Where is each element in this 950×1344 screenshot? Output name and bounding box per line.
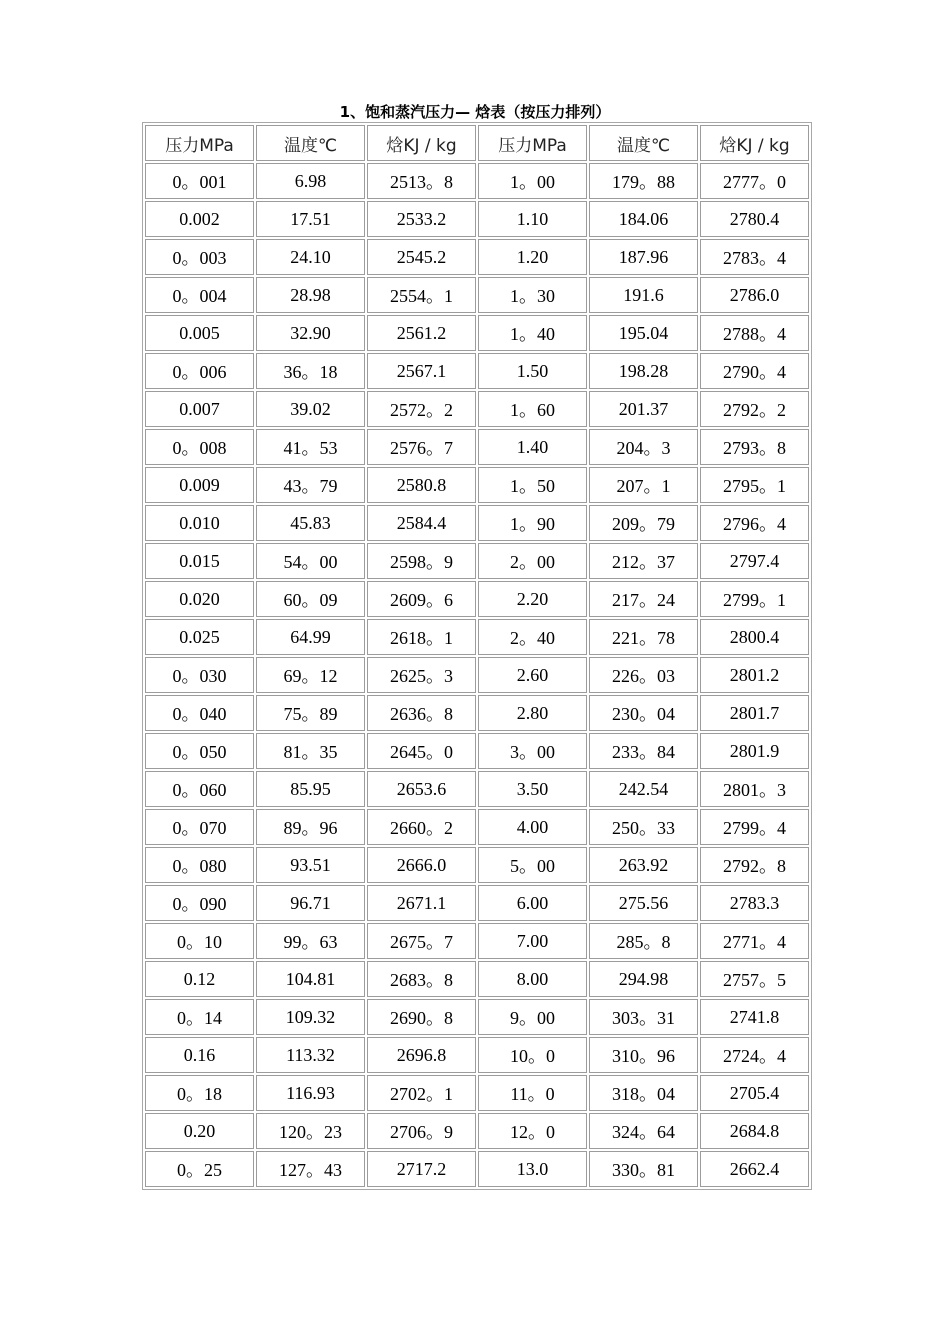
cell-temperature-left: 6.98 (256, 163, 365, 199)
cell-temperature-right: 209。79 (589, 505, 698, 541)
cell-pressure-right: 1。00 (478, 163, 587, 199)
cell-enthalpy-right: 2705.4 (700, 1075, 809, 1111)
cell-temperature-left: 99。63 (256, 923, 365, 959)
cell-pressure-left: 0.20 (145, 1113, 254, 1149)
cell-enthalpy-right: 2771。4 (700, 923, 809, 959)
cell-pressure-left: 0。10 (145, 923, 254, 959)
cell-enthalpy-right: 2797.4 (700, 543, 809, 579)
cell-pressure-right: 1.10 (478, 201, 587, 237)
cell-pressure-right: 8.00 (478, 961, 587, 997)
cell-pressure-right: 1.50 (478, 353, 587, 389)
cell-temperature-right: 310。96 (589, 1037, 698, 1073)
table-row (145, 163, 809, 199)
cell-enthalpy-right: 2741.8 (700, 999, 809, 1035)
cell-temperature-right: 191.6 (589, 277, 698, 313)
cell-pressure-right: 4.00 (478, 809, 587, 845)
cell-pressure-left: 0。001 (145, 163, 254, 199)
cell-pressure-right: 13.0 (478, 1151, 587, 1187)
table-row (145, 923, 809, 959)
cell-enthalpy-right: 2662.4 (700, 1151, 809, 1187)
cell-enthalpy-right: 2792。8 (700, 847, 809, 883)
cell-temperature-left: 60。09 (256, 581, 365, 617)
cell-temperature-right: 250。33 (589, 809, 698, 845)
cell-temperature-left: 28.98 (256, 277, 365, 313)
table-row (145, 885, 809, 921)
cell-temperature-right: 195.04 (589, 315, 698, 351)
cell-enthalpy-left: 2580.8 (367, 467, 476, 503)
cell-pressure-right: 1。60 (478, 391, 587, 427)
table-row (145, 581, 809, 617)
cell-enthalpy-left: 2683。8 (367, 961, 476, 997)
cell-enthalpy-right: 2788。4 (700, 315, 809, 351)
cell-pressure-left: 0.005 (145, 315, 254, 351)
cell-enthalpy-right: 2801.7 (700, 695, 809, 731)
cell-pressure-right: 2。00 (478, 543, 587, 579)
cell-temperature-left: 81。35 (256, 733, 365, 769)
cell-temperature-left: 32.90 (256, 315, 365, 351)
header-pressure-left: 压力MPa (145, 125, 254, 161)
cell-enthalpy-left: 2598。9 (367, 543, 476, 579)
cell-temperature-left: 17.51 (256, 201, 365, 237)
header-enthalpy-right: 焓KJ / kg (700, 125, 809, 161)
cell-temperature-right: 330。81 (589, 1151, 698, 1187)
cell-enthalpy-left: 2561.2 (367, 315, 476, 351)
cell-enthalpy-left: 2618。1 (367, 619, 476, 655)
cell-temperature-right: 201.37 (589, 391, 698, 427)
cell-pressure-left: 0。004 (145, 277, 254, 313)
cell-pressure-right: 3.50 (478, 771, 587, 807)
cell-temperature-left: 41。53 (256, 429, 365, 465)
cell-pressure-left: 0.009 (145, 467, 254, 503)
cell-enthalpy-left: 2717.2 (367, 1151, 476, 1187)
cell-pressure-left: 0。050 (145, 733, 254, 769)
cell-enthalpy-right: 2783.3 (700, 885, 809, 921)
cell-temperature-right: 187.96 (589, 239, 698, 275)
cell-pressure-left: 0.002 (145, 201, 254, 237)
table-row (145, 733, 809, 769)
cell-enthalpy-left: 2513。8 (367, 163, 476, 199)
cell-enthalpy-right: 2801.2 (700, 657, 809, 693)
cell-pressure-left: 0.16 (145, 1037, 254, 1073)
table-row (145, 1151, 809, 1187)
header-temperature-right: 温度℃ (589, 125, 698, 161)
cell-pressure-right: 1.20 (478, 239, 587, 275)
table-row (145, 695, 809, 731)
cell-temperature-right: 263.92 (589, 847, 698, 883)
steam-pressure-enthalpy-table (142, 122, 812, 1190)
cell-enthalpy-left: 2584.4 (367, 505, 476, 541)
table-row (145, 277, 809, 313)
cell-temperature-left: 85.95 (256, 771, 365, 807)
cell-pressure-left: 0。030 (145, 657, 254, 693)
cell-temperature-left: 69。12 (256, 657, 365, 693)
table-row (145, 239, 809, 275)
cell-temperature-left: 75。89 (256, 695, 365, 731)
table-row (145, 847, 809, 883)
cell-enthalpy-left: 2653.6 (367, 771, 476, 807)
cell-enthalpy-left: 2554。1 (367, 277, 476, 313)
cell-temperature-right: 184.06 (589, 201, 698, 237)
cell-pressure-right: 2.20 (478, 581, 587, 617)
cell-enthalpy-right: 2790。4 (700, 353, 809, 389)
cell-temperature-left: 127。43 (256, 1151, 365, 1187)
cell-pressure-left: 0。080 (145, 847, 254, 883)
cell-temperature-left: 109.32 (256, 999, 365, 1035)
cell-pressure-left: 0.12 (145, 961, 254, 997)
cell-enthalpy-left: 2576。7 (367, 429, 476, 465)
cell-pressure-right: 1。40 (478, 315, 587, 351)
cell-temperature-right: 179。88 (589, 163, 698, 199)
header-temperature-left: 温度℃ (256, 125, 365, 161)
cell-temperature-right: 294.98 (589, 961, 698, 997)
table-row (145, 1113, 809, 1149)
cell-enthalpy-left: 2572。2 (367, 391, 476, 427)
cell-pressure-left: 0。18 (145, 1075, 254, 1111)
cell-enthalpy-right: 2780.4 (700, 201, 809, 237)
cell-enthalpy-left: 2675。7 (367, 923, 476, 959)
cell-enthalpy-right: 2757。5 (700, 961, 809, 997)
table-row (145, 771, 809, 807)
table-row (145, 391, 809, 427)
cell-enthalpy-left: 2690。8 (367, 999, 476, 1035)
cell-pressure-left: 0。040 (145, 695, 254, 731)
table-row (145, 543, 809, 579)
table-row (145, 1037, 809, 1073)
cell-temperature-left: 116.93 (256, 1075, 365, 1111)
cell-pressure-right: 1。50 (478, 467, 587, 503)
cell-temperature-right: 221。78 (589, 619, 698, 655)
cell-temperature-right: 233。84 (589, 733, 698, 769)
cell-temperature-right: 242.54 (589, 771, 698, 807)
cell-temperature-right: 204。3 (589, 429, 698, 465)
cell-temperature-left: 24.10 (256, 239, 365, 275)
cell-pressure-left: 0.007 (145, 391, 254, 427)
cell-enthalpy-left: 2660。2 (367, 809, 476, 845)
cell-enthalpy-left: 2706。9 (367, 1113, 476, 1149)
cell-pressure-right: 11。0 (478, 1075, 587, 1111)
cell-temperature-right: 226。03 (589, 657, 698, 693)
cell-enthalpy-left: 2625。3 (367, 657, 476, 693)
cell-enthalpy-left: 2645。0 (367, 733, 476, 769)
cell-pressure-right: 1.40 (478, 429, 587, 465)
cell-enthalpy-right: 2793。8 (700, 429, 809, 465)
cell-pressure-left: 0。060 (145, 771, 254, 807)
cell-enthalpy-right: 2801。3 (700, 771, 809, 807)
cell-pressure-left: 0。003 (145, 239, 254, 275)
cell-temperature-left: 104.81 (256, 961, 365, 997)
cell-enthalpy-right: 2799。4 (700, 809, 809, 845)
cell-enthalpy-right: 2795。1 (700, 467, 809, 503)
table-row (145, 505, 809, 541)
cell-pressure-right: 12。0 (478, 1113, 587, 1149)
table-row (145, 353, 809, 389)
cell-enthalpy-right: 2724。4 (700, 1037, 809, 1073)
cell-temperature-left: 45.83 (256, 505, 365, 541)
table-row (145, 1075, 809, 1111)
cell-pressure-right: 6.00 (478, 885, 587, 921)
cell-pressure-right: 1。30 (478, 277, 587, 313)
table-body (145, 163, 809, 1187)
cell-enthalpy-left: 2671.1 (367, 885, 476, 921)
table-header-row (145, 125, 809, 161)
cell-temperature-right: 212。37 (589, 543, 698, 579)
cell-pressure-left: 0.020 (145, 581, 254, 617)
table-row (145, 999, 809, 1035)
cell-temperature-left: 39.02 (256, 391, 365, 427)
cell-pressure-left: 0.010 (145, 505, 254, 541)
cell-temperature-right: 275.56 (589, 885, 698, 921)
page-title: 1、饱和蒸汽压力— 焓表（按压力排列） (339, 103, 611, 121)
cell-temperature-left: 113.32 (256, 1037, 365, 1073)
cell-temperature-right: 285。8 (589, 923, 698, 959)
cell-pressure-right: 2.80 (478, 695, 587, 731)
cell-enthalpy-left: 2545.2 (367, 239, 476, 275)
cell-enthalpy-left: 2666.0 (367, 847, 476, 883)
cell-temperature-left: 43。79 (256, 467, 365, 503)
cell-pressure-right: 2.60 (478, 657, 587, 693)
cell-temperature-left: 120。23 (256, 1113, 365, 1149)
cell-temperature-right: 230。04 (589, 695, 698, 731)
cell-temperature-left: 96.71 (256, 885, 365, 921)
cell-enthalpy-left: 2702。1 (367, 1075, 476, 1111)
table-row (145, 809, 809, 845)
cell-temperature-right: 324。64 (589, 1113, 698, 1149)
cell-pressure-left: 0。14 (145, 999, 254, 1035)
table-row (145, 619, 809, 655)
cell-pressure-right: 3。00 (478, 733, 587, 769)
cell-temperature-right: 207。1 (589, 467, 698, 503)
cell-temperature-left: 64.99 (256, 619, 365, 655)
cell-pressure-right: 10。0 (478, 1037, 587, 1073)
cell-enthalpy-left: 2696.8 (367, 1037, 476, 1073)
cell-enthalpy-left: 2567.1 (367, 353, 476, 389)
cell-pressure-left: 0。25 (145, 1151, 254, 1187)
cell-enthalpy-right: 2786.0 (700, 277, 809, 313)
header-pressure-right: 压力MPa (478, 125, 587, 161)
cell-pressure-right: 9。00 (478, 999, 587, 1035)
cell-pressure-left: 0。008 (145, 429, 254, 465)
table-row (145, 315, 809, 351)
cell-enthalpy-right: 2777。0 (700, 163, 809, 199)
cell-enthalpy-left: 2609。6 (367, 581, 476, 617)
cell-pressure-right: 7.00 (478, 923, 587, 959)
cell-enthalpy-left: 2533.2 (367, 201, 476, 237)
cell-temperature-left: 93.51 (256, 847, 365, 883)
cell-pressure-right: 2。40 (478, 619, 587, 655)
cell-temperature-left: 89。96 (256, 809, 365, 845)
cell-enthalpy-right: 2796。4 (700, 505, 809, 541)
table-row (145, 201, 809, 237)
cell-pressure-left: 0。090 (145, 885, 254, 921)
cell-temperature-right: 303。31 (589, 999, 698, 1035)
cell-pressure-right: 1。90 (478, 505, 587, 541)
cell-pressure-left: 0。070 (145, 809, 254, 845)
header-enthalpy-left: 焓KJ / kg (367, 125, 476, 161)
cell-temperature-right: 318。04 (589, 1075, 698, 1111)
cell-temperature-left: 54。00 (256, 543, 365, 579)
cell-temperature-left: 36。18 (256, 353, 365, 389)
cell-temperature-right: 198.28 (589, 353, 698, 389)
cell-temperature-right: 217。24 (589, 581, 698, 617)
cell-enthalpy-right: 2684.8 (700, 1113, 809, 1149)
table-row (145, 961, 809, 997)
cell-pressure-right: 5。00 (478, 847, 587, 883)
cell-pressure-left: 0.015 (145, 543, 254, 579)
table-row (145, 467, 809, 503)
cell-pressure-left: 0。006 (145, 353, 254, 389)
cell-enthalpy-right: 2800.4 (700, 619, 809, 655)
table-row (145, 657, 809, 693)
cell-enthalpy-right: 2801.9 (700, 733, 809, 769)
cell-enthalpy-right: 2799。1 (700, 581, 809, 617)
table-row (145, 429, 809, 465)
cell-pressure-left: 0.025 (145, 619, 254, 655)
cell-enthalpy-left: 2636。8 (367, 695, 476, 731)
cell-enthalpy-right: 2783。4 (700, 239, 809, 275)
cell-enthalpy-right: 2792。2 (700, 391, 809, 427)
